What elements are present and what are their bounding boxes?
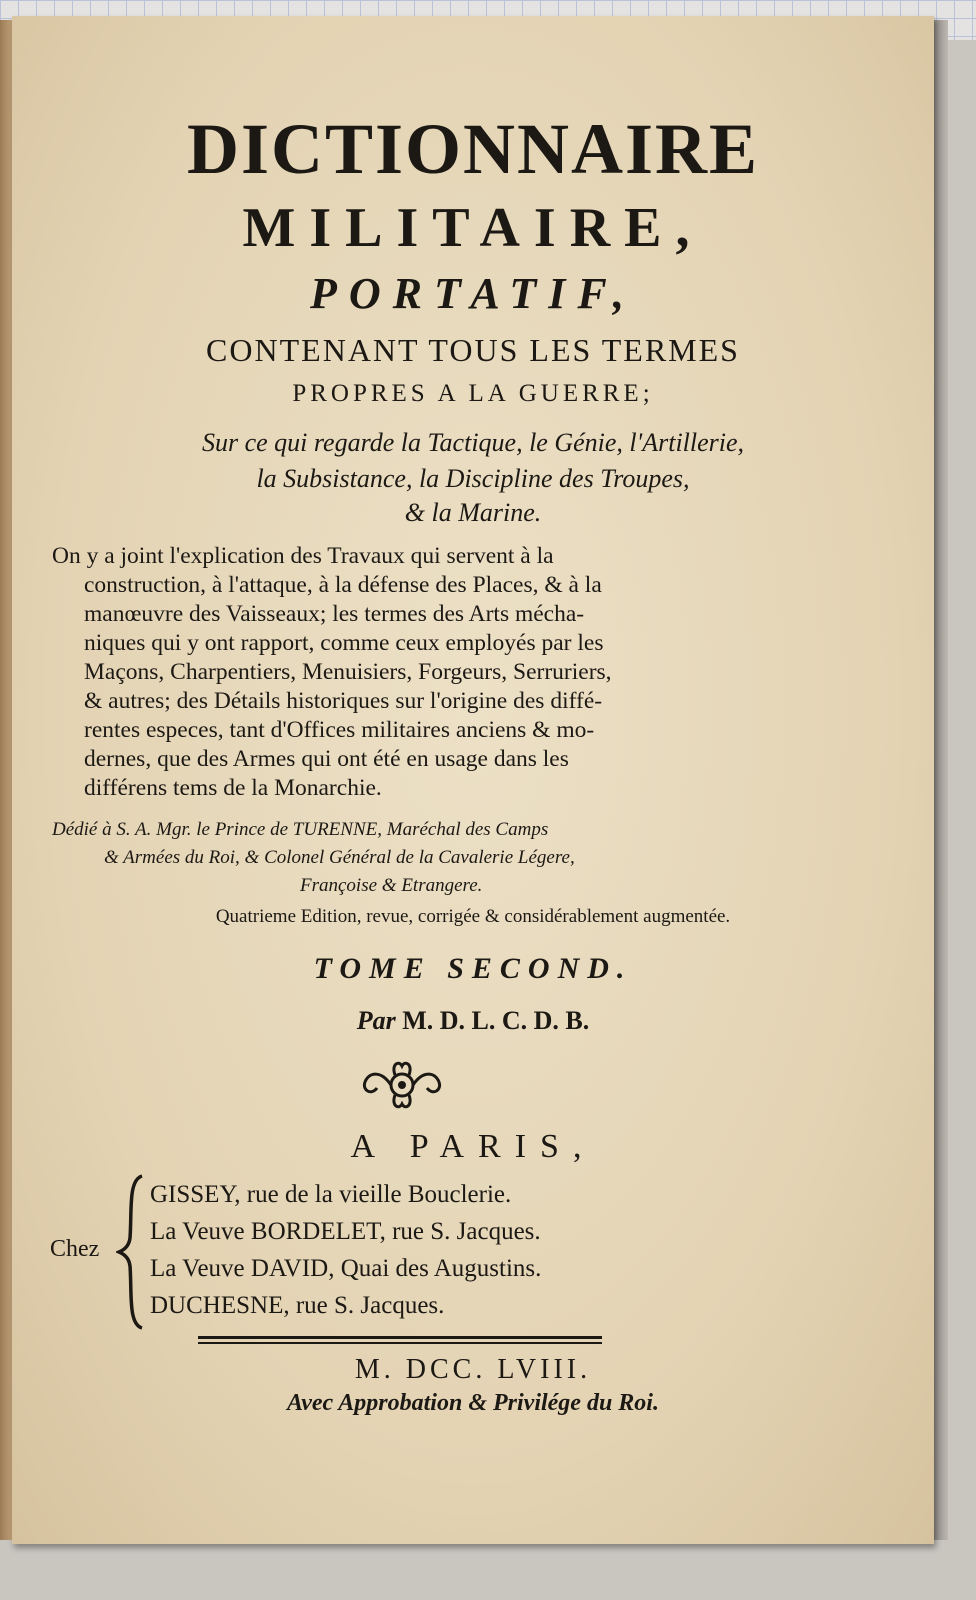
subtitle-line-2: PROPRES A LA GUERRE; (292, 380, 654, 407)
chez-label: Chez (50, 1236, 100, 1262)
seller-line: La Veuve DAVID, Quai des Augustins. (150, 1255, 542, 1282)
title-line-1: DICTIONNAIRE (186, 109, 760, 189)
approbation-line: Avec Approbation & Privilége du Roi. (287, 1390, 659, 1416)
paragraph-line: manœuvre des Vaisseaux; les termes des Arts mécha- (84, 601, 585, 627)
dedication (52, 816, 772, 900)
sellers-list (150, 1176, 541, 1324)
paragraph-line: construction, à l'attaque, à la défense des Places, & à la (84, 572, 602, 598)
paragraph-line: On y a joint l'explication des Travaux qui servent à la (52, 543, 554, 569)
italic-line-3: & la Marine. (404, 498, 542, 527)
paragraph-line: rentes especes, tant d'Offices militaires anciens & mo- (84, 717, 595, 743)
double-rule-top (198, 1336, 602, 1339)
subtitle-line-1: CONTENANT TOUS LES TERMES (206, 332, 740, 368)
title-line-2: MILITAIRE, (242, 197, 704, 259)
author-prefix: Par (356, 1006, 396, 1035)
author-initials: M. D. L. C. D. B. (402, 1006, 590, 1035)
dedication-line: & Armées du Roi, & Colonel Général de la Cavalerie Légere, (104, 847, 575, 868)
dedication-line: Françoise & Etrangere. (300, 875, 483, 896)
italic-line-1: Sur ce qui regarde la Tactique, le Génie, l'Artillerie, (201, 428, 745, 457)
double-rule-bottom (198, 1342, 602, 1344)
seller-line: La Veuve BORDELET, rue S. Jacques. (150, 1218, 541, 1245)
page-edge-shadow (934, 20, 948, 1540)
title-line-3: PORTATIF, (309, 269, 637, 318)
seller-line: GISSEY, rue de la vieille Bouclerie. (150, 1181, 512, 1208)
paragraph-line: différens tems de la Monarchie. (84, 775, 382, 801)
paragraph-line: dernes, que des Armes qui ont été en usage dans les (84, 746, 569, 772)
dedication-line: Dédié à S. A. Mgr. le Prince de TURENNE, Maréchal des Camps (52, 819, 549, 840)
printer-ornament-icon (357, 1058, 447, 1112)
author-line (12, 1006, 934, 1036)
curly-brace-icon (116, 1172, 146, 1332)
italic-line-2: la Subsistance, la Discipline des Troupes, (256, 464, 690, 493)
tome-label: TOME SECOND. (313, 952, 633, 985)
place-of-publication: A PARIS, (350, 1128, 596, 1165)
paragraph-line: Maçons, Charpentiers, Menuisiers, Forgeurs, Serruriers, (84, 659, 612, 685)
edition-note: Quatrieme Edition, revue, corrigée & considérablement augmentée. (215, 906, 731, 927)
description-paragraph (52, 542, 772, 803)
paragraph-line: niques qui y ont rapport, comme ceux employés par les (84, 630, 604, 656)
seller-line: DUCHESNE, rue S. Jacques. (150, 1292, 445, 1319)
title-page (12, 16, 934, 1544)
publication-date: M. DCC. LVIII. (354, 1354, 592, 1385)
paragraph-line: & autres; des Détails historiques sur l'origine des diffé- (84, 688, 603, 714)
